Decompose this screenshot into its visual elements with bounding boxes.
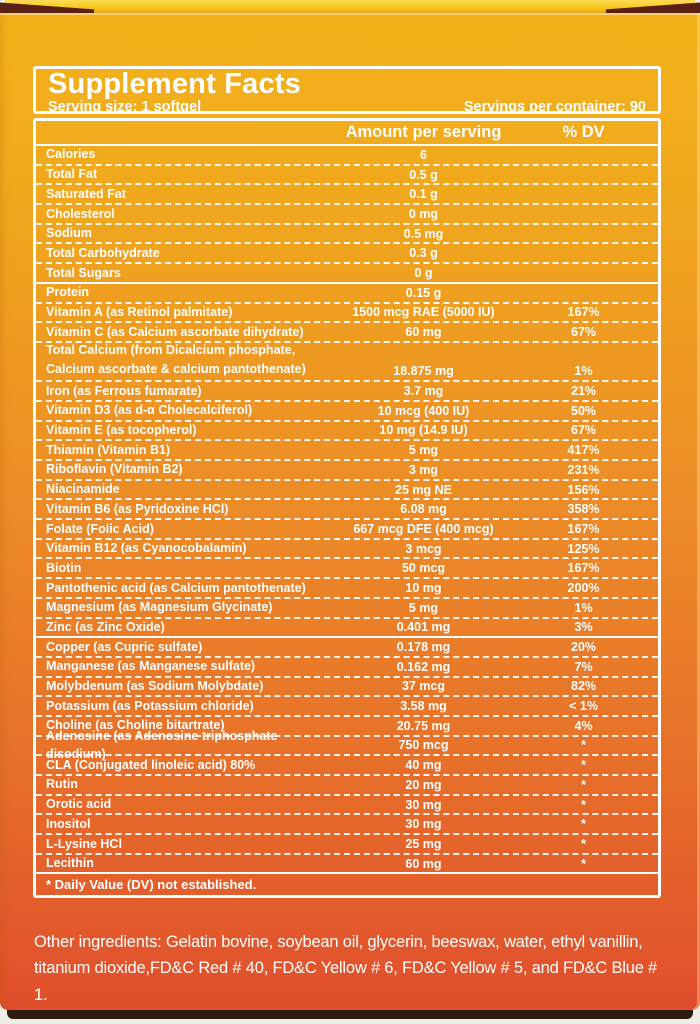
nutrient-name: CLA (Conjugated linoleic acid) 80%: [46, 757, 256, 772]
table-row: [36, 728, 658, 762]
nutrient-dv: < 1%: [569, 699, 598, 714]
table-row: [36, 776, 658, 796]
nutrient-name: Molybdenum (as Sodium Molybdate): [46, 679, 264, 694]
nutrient-dv: 67%: [571, 423, 597, 438]
table-row: [36, 500, 658, 520]
nutrient-name: Sodium: [46, 226, 92, 241]
nutrient-dv: 21%: [571, 384, 597, 399]
nutrient-dv: 167%: [567, 561, 600, 576]
table-row: [36, 284, 658, 304]
nutrient-amount: 20.75 mg: [396, 718, 451, 733]
table-row: [36, 520, 658, 540]
nutrient-amount: 6.08 mg: [400, 502, 447, 517]
nutrient-amount: 3 mcg: [405, 541, 442, 556]
nutrient-amount: 750 mcg: [398, 738, 449, 753]
table-row: [36, 461, 658, 481]
nutrient-amount: 25 mg: [405, 836, 442, 851]
table-row: [36, 855, 658, 875]
nutrient-amount: 0.1 g: [409, 187, 438, 202]
table-row: [36, 402, 658, 422]
nutrient-name: Saturated Fat: [46, 186, 126, 201]
other-ingredients-text: [34, 929, 674, 1008]
nutrient-name: Vitamin C (as Calcium ascorbate dihydrate): [46, 324, 304, 339]
nutrient-amount: 60 mg: [405, 325, 442, 340]
nutrient-amount: 0.162 mg: [396, 659, 451, 674]
table-row: [36, 225, 658, 245]
other-ingredients-line2: titanium dioxide,FD&C Red # 40, FD&C Yellow # 6, FD&C Yellow # 5, and FD&C Blue # 1.: [34, 959, 658, 1004]
table-footnote: * Daily Value (DV) not established.: [46, 877, 257, 893]
table-row: [36, 441, 658, 461]
table-row: [36, 658, 658, 678]
nutrient-amount: 10 mg (14.9 IU): [379, 423, 468, 438]
nutrient-dv: 167%: [567, 305, 600, 320]
nutrient-name: Vitamin E (as tocopherol): [46, 423, 197, 438]
nutrient-name: Iron (as Ferrous fumarate): [46, 383, 202, 398]
nutrient-name: L-Lysine HCl: [46, 836, 122, 851]
nutrient-amount: 0.401 mg: [396, 620, 451, 635]
nutrient-amount: 6: [420, 147, 427, 162]
servings-per-container-text: Servings per container: 90: [463, 99, 646, 115]
table-row: [36, 579, 658, 599]
nutrient-amount: 0 mg: [408, 206, 439, 221]
nutrient-dv: 3%: [574, 620, 593, 635]
column-header-dv: % DV: [562, 123, 605, 141]
table-row: [36, 146, 658, 166]
nutrient-amount: 10 mg: [405, 580, 442, 595]
table-row: [36, 185, 658, 205]
table-row: [36, 304, 658, 324]
nutrient-amount: 3.7 mg: [403, 384, 444, 399]
nutrient-name: Vitamin D3 (as d-α Cholecalciferol): [46, 403, 253, 418]
nutrient-name: Magnesium (as Magnesium Glycinate): [46, 600, 273, 615]
nutrient-dv: 200%: [567, 580, 600, 595]
table-row: [36, 815, 658, 835]
nutrient-amount: 0.5 mg: [403, 226, 444, 241]
table-header-row: [36, 121, 658, 146]
nutrient-name: Thiamin (Vitamin B1): [46, 442, 171, 457]
nutrient-dv: 167%: [567, 521, 600, 536]
nutrient-amount: 10 mcg (400 IU): [377, 403, 470, 418]
table-row: [36, 264, 658, 284]
nutrient-dv: 358%: [567, 502, 600, 517]
nutrient-dv: *: [581, 797, 586, 812]
nutrient-name: Rutin: [46, 777, 78, 792]
nutrient-amount: 37 mcg: [401, 679, 446, 694]
nutrient-name: Riboflavin (Vitamin B2): [46, 462, 183, 477]
nutrient-name: Calories: [46, 147, 96, 162]
nutrient-amount: 5 mg: [408, 600, 439, 615]
nutrient-name: Vitamin B12 (as Cyanocobalamin): [46, 541, 247, 556]
nutrient-name: Vitamin B6 (as Pyridoxine HCl): [46, 501, 229, 516]
table-row: [36, 481, 658, 501]
nutrient-dv: *: [581, 758, 586, 773]
table-rows: [36, 146, 658, 874]
nutrient-dv: *: [581, 856, 586, 871]
table-row: [36, 697, 658, 717]
page-title: Supplement Facts: [48, 68, 301, 100]
supplement-facts-header-panel: [33, 66, 661, 114]
nutrient-name: Protein: [46, 285, 90, 300]
nutrient-dv: 1%: [574, 364, 593, 379]
nutrient-amount: 3 mg: [408, 462, 439, 477]
column-header-amount: Amount per serving: [345, 123, 502, 141]
nutrient-amount: 0.5 g: [409, 167, 438, 182]
nutrient-name: Manganese (as Manganese sulfate): [46, 659, 256, 674]
nutrient-name: Vitamin A (as Retinol palmitate): [46, 304, 233, 319]
nutrient-name: Choline (as Choline bitartrate): [46, 718, 225, 733]
nutrient-amount: 5 mg: [408, 443, 439, 458]
table-row: [36, 422, 658, 442]
nutrient-dv: 7%: [574, 659, 593, 674]
nutrient-dv: *: [581, 817, 586, 832]
nutrient-dv: 82%: [571, 679, 597, 694]
nutrient-name: Zinc (as Zinc Oxide): [46, 619, 165, 634]
nutrient-name: Adenosine (as Adenosine triphosphate disodium): [46, 728, 278, 762]
nutrient-amount: 40 mg: [405, 758, 442, 773]
nutrient-name: Copper (as Cupric sulfate): [46, 639, 203, 654]
table-row: [36, 343, 658, 382]
nutrient-amount: 0.3 g: [409, 246, 438, 261]
nutrient-dv: 156%: [567, 482, 600, 497]
nutrient-name: Lecithin: [46, 856, 94, 871]
nutrient-amount: 0 g: [414, 265, 433, 280]
nutrient-amount: 20 mg: [405, 777, 442, 792]
nutrient-name: Cholesterol: [46, 206, 115, 221]
nutrient-name: Orotic acid: [46, 797, 112, 812]
nutrient-dv: 50%: [571, 403, 597, 418]
nutrient-amount: 30 mg: [405, 817, 442, 832]
nutrient-name: Pantothenic acid (as Calcium pantothenate): [46, 580, 306, 595]
table-row: [36, 796, 658, 816]
supplement-facts-table: [33, 118, 661, 898]
table-row: [36, 756, 658, 776]
nutrient-dv: *: [581, 777, 586, 792]
nutrient-name: Biotin: [46, 560, 82, 575]
nutrient-dv: *: [581, 836, 586, 851]
nutrient-dv: 125%: [567, 541, 600, 556]
nutrient-amount: 0.178 mg: [396, 640, 451, 655]
table-row: [36, 540, 658, 560]
table-row: [36, 599, 658, 619]
nutrient-amount: 1500 mcg RAE (5000 IU): [352, 305, 495, 320]
nutrient-name: Niacinamide: [46, 482, 120, 497]
nutrient-dv: *: [581, 738, 586, 753]
nutrient-amount: 60 mg: [405, 856, 442, 871]
nutrient-name: Total Fat: [46, 167, 98, 182]
nutrient-dv: 1%: [574, 600, 593, 615]
table-row: [36, 205, 658, 225]
nutrient-dv: 231%: [567, 462, 600, 477]
table-row: [36, 638, 658, 658]
nutrient-amount: 30 mg: [405, 797, 442, 812]
other-ingredients-line1: Other ingredients: Gelatin bovine, soybean oil, glycerin, beeswax, water, ethyl vanillin,: [34, 933, 643, 951]
nutrient-amount: 3.58 mg: [400, 699, 447, 714]
table-row: [36, 166, 658, 186]
nutrient-amount: 50 mcg: [401, 561, 446, 576]
nutrient-name: Potassium (as Potassium chloride): [46, 698, 254, 713]
table-row: [36, 244, 658, 264]
table-row: [36, 382, 658, 402]
nutrient-amount: 25 mg NE: [395, 482, 452, 497]
nutrient-dv: 4%: [574, 718, 593, 733]
nutrient-amount: 667 mcg DFE (400 mcg): [353, 521, 494, 536]
nutrient-name: Total Carbohydrate: [46, 245, 160, 260]
nutrient-dv: 20%: [571, 640, 597, 655]
table-row: [36, 559, 658, 579]
nutrient-name: Total Calcium (from Dicalcium phosphate, Calcium ascorbate & calcium pantothenate): [46, 342, 306, 376]
serving-size-text: Serving size: 1 softgel: [48, 99, 202, 115]
nutrient-dv: 417%: [567, 443, 600, 458]
table-row: [36, 619, 658, 639]
table-row: [36, 835, 658, 855]
nutrient-name: Inositol: [46, 816, 91, 831]
table-row: [36, 678, 658, 698]
nutrient-name: Total Sugars: [46, 265, 121, 280]
nutrient-amount: 18.875 mg: [393, 364, 454, 379]
nutrient-amount: 0.15 g: [405, 285, 442, 300]
nutrient-dv: 67%: [571, 325, 597, 340]
nutrient-name: Folate (Folic Acid): [46, 521, 154, 536]
serving-info-row: [48, 99, 646, 115]
